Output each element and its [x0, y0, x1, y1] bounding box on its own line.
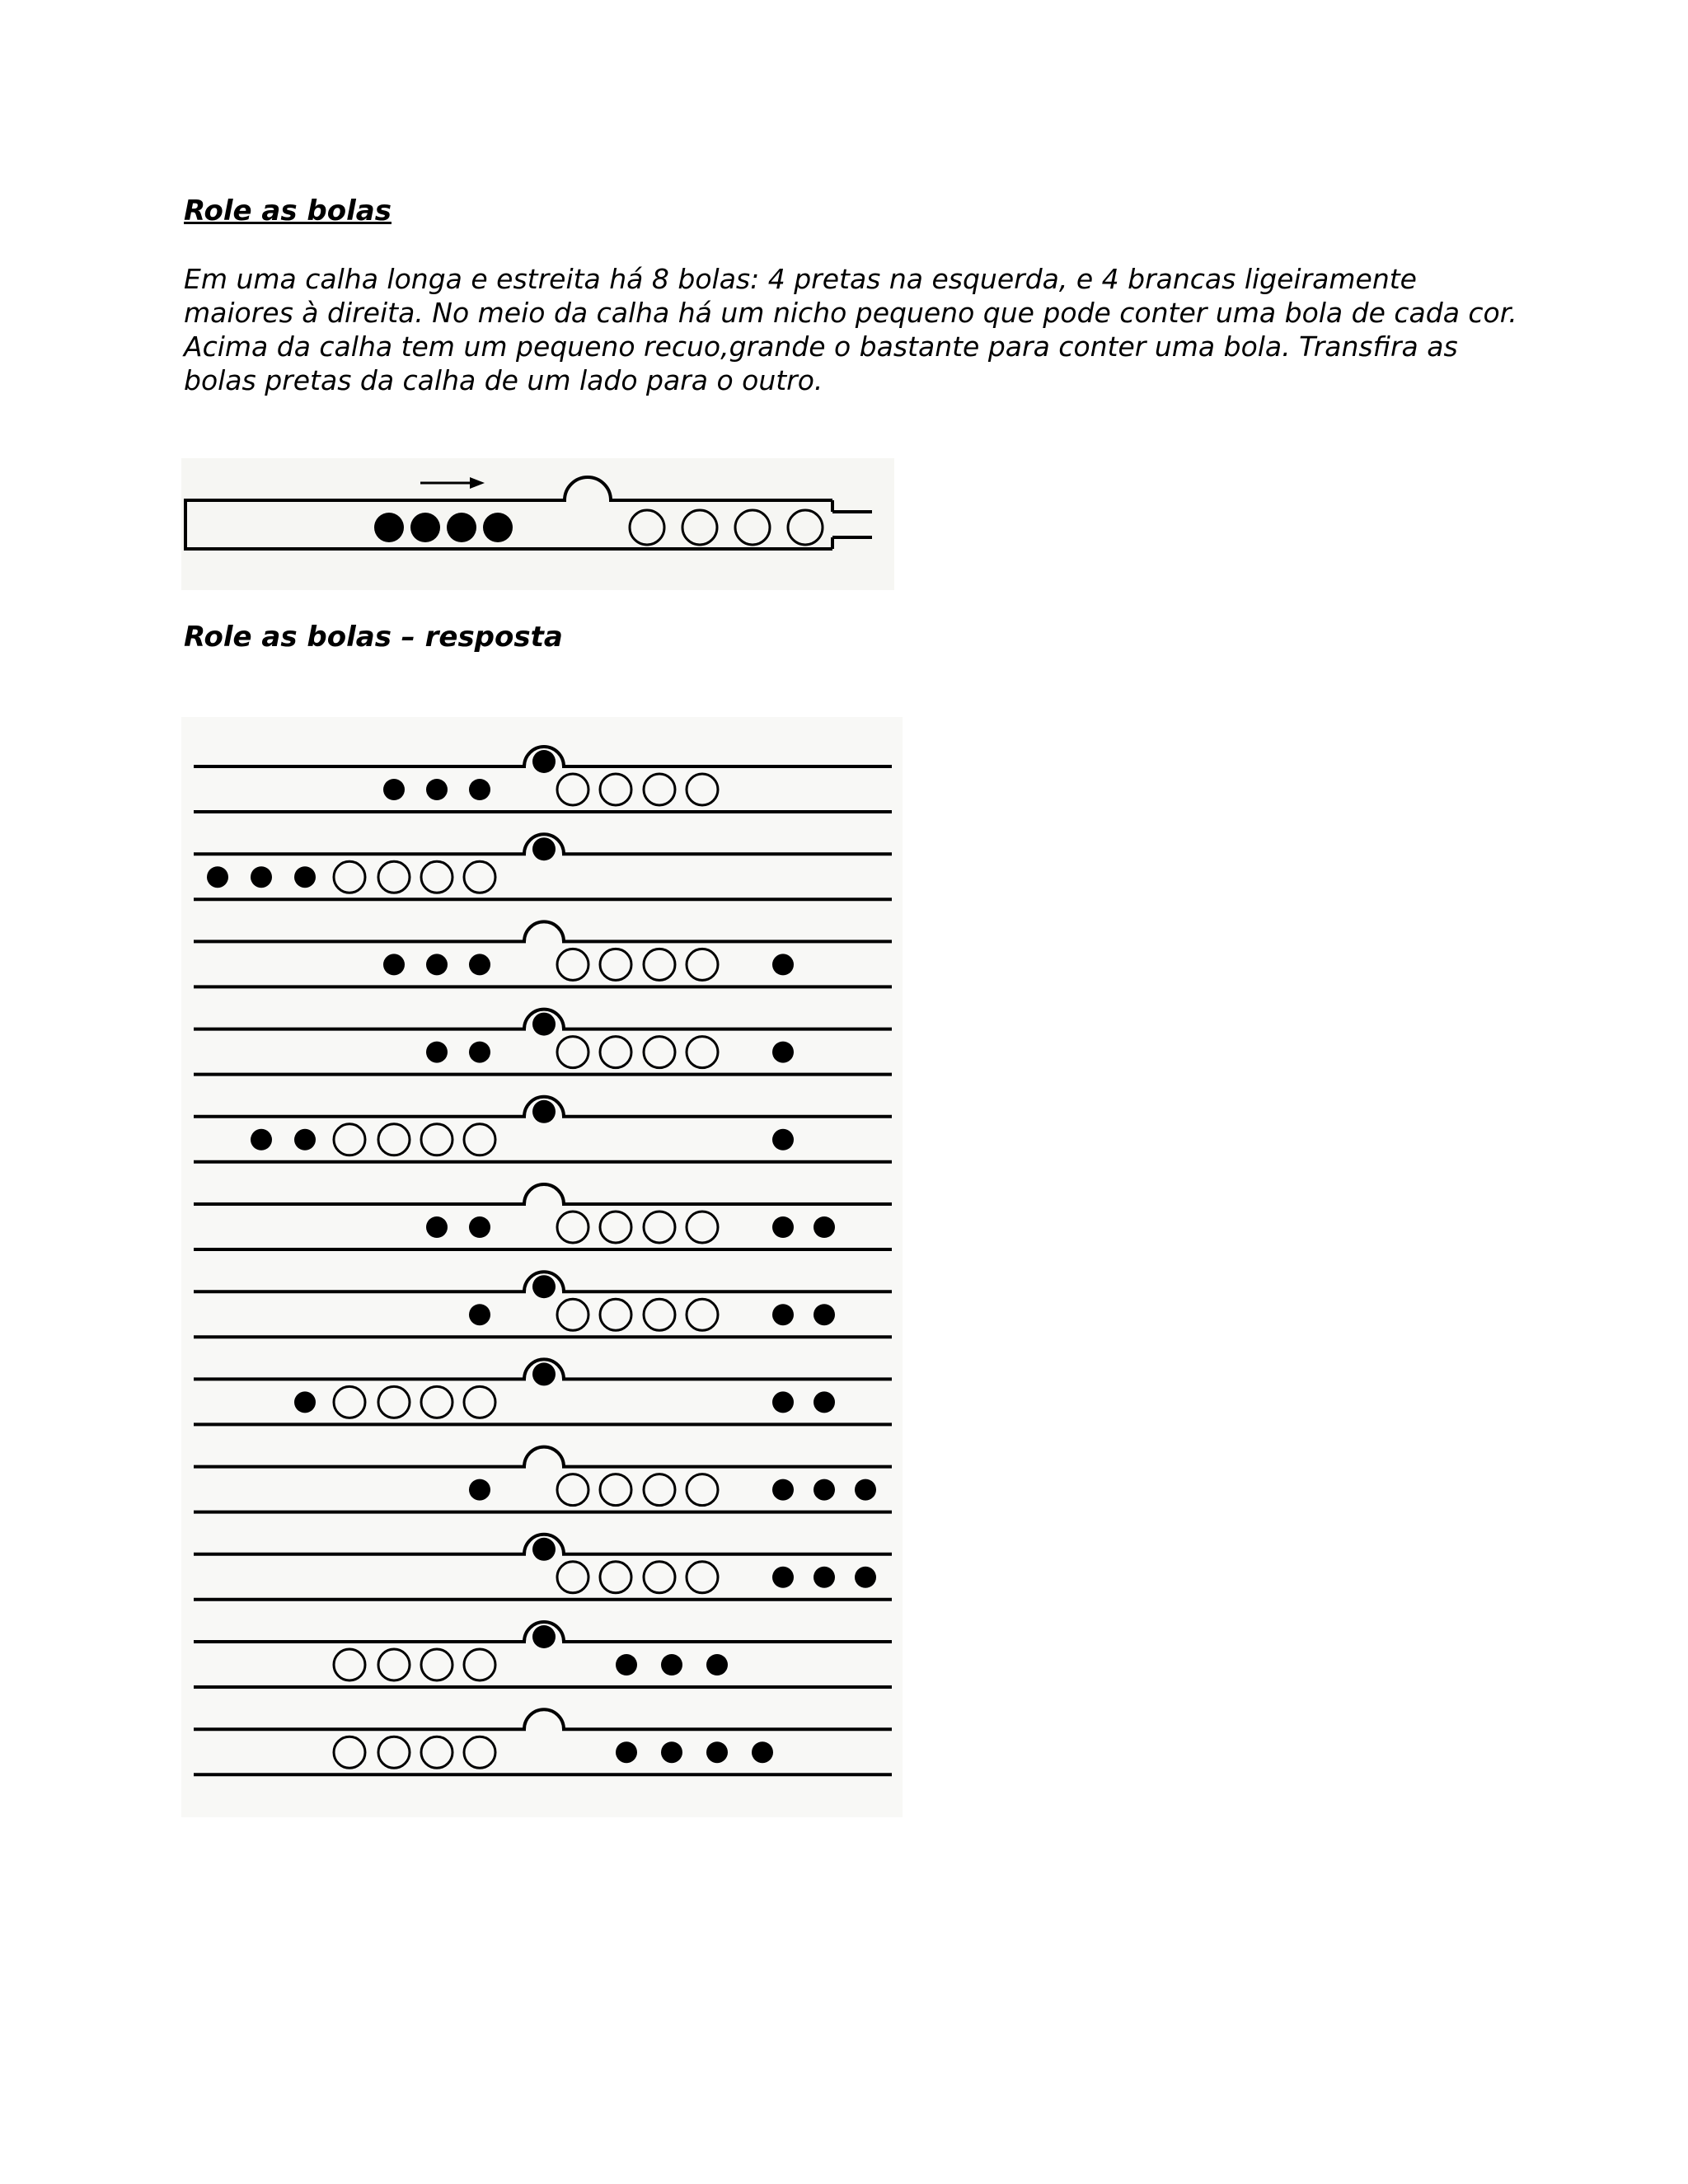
black-ball	[207, 866, 228, 888]
white-ball	[421, 861, 452, 893]
black-ball	[469, 1042, 490, 1063]
white-ball	[378, 1736, 410, 1768]
recess-ball	[532, 837, 556, 860]
black-ball	[772, 1216, 794, 1238]
white-ball	[600, 949, 631, 980]
black-ball	[294, 1129, 316, 1151]
white-ball	[687, 1562, 718, 1593]
white-ball	[600, 1037, 631, 1068]
white-ball	[378, 861, 410, 893]
black-ball	[855, 1479, 876, 1501]
black-ball	[469, 954, 490, 975]
white-ball	[682, 510, 717, 545]
black-ball	[752, 1741, 773, 1763]
black-ball	[814, 1216, 835, 1238]
white-ball	[464, 1124, 495, 1155]
black-ball	[616, 1654, 637, 1675]
recess-ball	[532, 1013, 556, 1036]
black-ball	[706, 1741, 728, 1763]
answer-step	[194, 834, 892, 899]
black-ball	[374, 513, 404, 542]
black-ball	[772, 1042, 794, 1063]
white-ball	[644, 1562, 675, 1593]
white-ball	[644, 1474, 675, 1506]
answer-step	[194, 1709, 892, 1774]
answer-step	[194, 1272, 892, 1337]
recess-ball	[532, 1100, 556, 1123]
white-ball	[464, 861, 495, 893]
black-ball	[706, 1654, 728, 1675]
answer-step	[194, 1097, 892, 1162]
black-ball	[814, 1567, 835, 1588]
black-ball	[661, 1741, 682, 1763]
white-ball	[557, 1474, 588, 1506]
recess-ball	[532, 1538, 556, 1561]
black-ball	[814, 1304, 835, 1325]
black-ball	[447, 513, 476, 542]
black-ball	[814, 1391, 835, 1413]
black-ball	[469, 1216, 490, 1238]
white-ball	[644, 949, 675, 980]
white-ball	[687, 774, 718, 805]
white-ball	[557, 949, 588, 980]
black-ball	[426, 1216, 448, 1238]
recess-ball	[532, 1275, 556, 1298]
white-ball	[644, 1212, 675, 1243]
recess-ball	[532, 1362, 556, 1385]
white-ball	[687, 1212, 718, 1243]
black-ball	[772, 954, 794, 975]
white-ball	[421, 1736, 452, 1768]
black-ball	[251, 866, 272, 888]
white-ball	[644, 774, 675, 805]
black-ball	[772, 1479, 794, 1501]
answer-step	[194, 747, 892, 812]
black-ball	[855, 1567, 876, 1588]
white-ball	[421, 1649, 452, 1680]
answer-title: Role as bolas – resposta	[184, 621, 563, 654]
white-ball	[378, 1124, 410, 1155]
white-ball	[464, 1736, 495, 1768]
white-ball	[464, 1386, 495, 1418]
answer-step	[194, 1535, 892, 1600]
white-ball	[644, 1299, 675, 1330]
black-ball	[469, 1479, 490, 1501]
white-ball	[421, 1124, 452, 1155]
white-ball	[557, 774, 588, 805]
answer-step	[194, 1447, 892, 1512]
black-ball	[426, 779, 448, 800]
black-ball	[383, 954, 405, 975]
white-ball	[464, 1649, 495, 1680]
black-ball	[426, 1042, 448, 1063]
black-ball	[772, 1567, 794, 1588]
white-ball	[378, 1649, 410, 1680]
puzzle-figure	[181, 458, 894, 590]
white-ball	[600, 1562, 631, 1593]
black-ball	[772, 1391, 794, 1413]
answer-diagram	[181, 717, 903, 1817]
white-ball	[600, 1299, 631, 1330]
white-ball	[557, 1562, 588, 1593]
channel-top	[194, 1447, 892, 1467]
page-title: Role as bolas	[184, 194, 392, 227]
white-ball	[630, 510, 664, 545]
white-ball	[421, 1386, 452, 1418]
white-ball	[735, 510, 770, 545]
answer-step	[194, 1010, 892, 1075]
white-ball	[557, 1212, 588, 1243]
answer-figure	[181, 717, 903, 1817]
white-ball	[644, 1037, 675, 1068]
white-ball	[687, 949, 718, 980]
white-ball	[600, 774, 631, 805]
black-ball	[814, 1479, 835, 1501]
black-ball	[616, 1741, 637, 1763]
white-ball	[378, 1386, 410, 1418]
channel-outline	[185, 477, 832, 549]
recess-ball	[532, 750, 556, 773]
black-ball	[426, 954, 448, 975]
answer-step	[194, 1622, 892, 1687]
black-ball	[483, 513, 513, 542]
answer-step	[194, 921, 892, 987]
white-ball	[788, 510, 823, 545]
answer-step	[194, 1359, 892, 1424]
white-ball	[334, 1386, 365, 1418]
black-ball	[383, 779, 405, 800]
white-ball	[334, 1649, 365, 1680]
black-ball	[661, 1654, 682, 1675]
white-ball	[687, 1037, 718, 1068]
recess-ball	[532, 1625, 556, 1648]
white-ball	[334, 1124, 365, 1155]
puzzle-description: Em uma calha longa e estreita há 8 bolas: 4 pretas na esquerda, e 4 brancas ligeiramente maiores à direita. No meio da calha há um nicho pequeno que pode conter uma bola de cada cor. Acima da calha tem um pequeno recuo,grande o bastante para conter uma bola. Transfira as bolas pretas da calha de um lado para o outro.	[184, 263, 1517, 396]
puzzle-diagram	[181, 458, 894, 590]
channel-top	[194, 1709, 892, 1729]
black-ball	[410, 513, 440, 542]
black-ball	[294, 1391, 316, 1413]
white-ball	[600, 1212, 631, 1243]
channel-top	[194, 1184, 892, 1204]
black-ball	[772, 1304, 794, 1325]
channel-top	[194, 921, 892, 941]
black-ball	[294, 866, 316, 888]
black-ball	[469, 1304, 490, 1325]
white-ball	[687, 1299, 718, 1330]
white-ball	[557, 1037, 588, 1068]
white-ball	[334, 1736, 365, 1768]
arrow-head	[470, 477, 485, 489]
black-ball	[772, 1129, 794, 1151]
black-ball	[469, 779, 490, 800]
black-ball	[251, 1129, 272, 1151]
white-ball	[600, 1474, 631, 1506]
white-ball	[557, 1299, 588, 1330]
white-ball	[687, 1474, 718, 1506]
answer-step	[194, 1184, 892, 1249]
white-ball	[334, 861, 365, 893]
